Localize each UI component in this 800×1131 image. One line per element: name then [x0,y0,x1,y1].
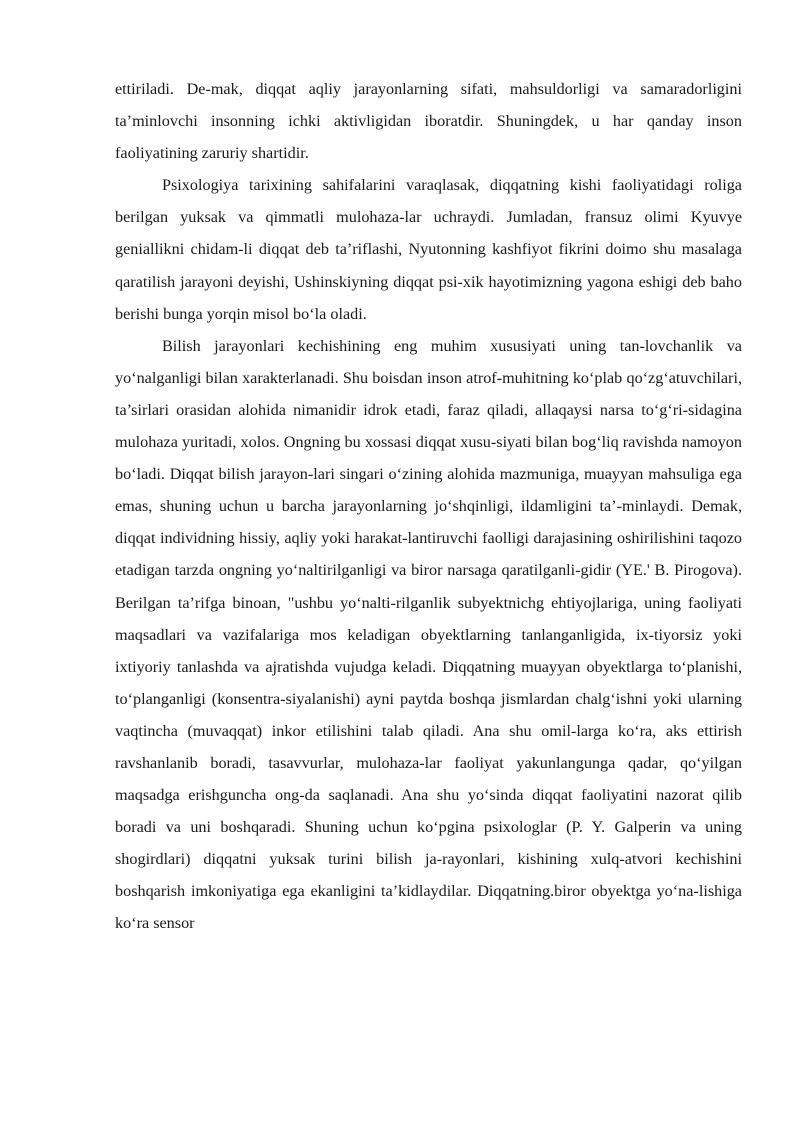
paragraph-cognition: Bilish jarayonlari kechishining eng muhim xususiyati uning tan-lovchanlik va yo‘nalganligi bilan xarakterlanadi. Shu boisdan inson atrof-muhitning ko‘plab qo‘zg‘atuvchilari, ta’sirlari orasidan alohida nimanidir idrok etadi, faraz qiladi, allaqaysi narsa to‘g‘ri-sidagina mulohaza yuritadi, xolos. Ongning bu xossasi diqqat xusu-siyati bilan bog‘liq ravishda namoyon bo‘ladi. Diqqat bilish jarayon-lari singari o‘zining alohida mazmuniga, muayyan mahsuliga ega emas, shuning uchun u barcha jarayonlarning jo‘shqinligi, ildamligini ta’-minlaydi. Demak, diqqat individning hissiy, aqliy yoki harakat-lantiruvchi faolligi darajasining oshirilishini taqozo etadigan tarzda ongning yo‘naltirilganligi va biror narsaga qaratilganli-gidir (YE.' B. Pirogova). Berilgan ta’rifga binoan, "ushbu yo‘nalti-rilganlik subyektnichg ehtiyojlariga, uning faoliyati maqsadlari va vazifalariga mos keladigan obyektlarning tanlanganligida, ix-tiyorsiz yoki ixtiyoriy tanlashda va ajratishda vujudga keladi. Diqqatning muayyan obyektlarga to‘planishi, to‘planganligi (konsentra-siyalanishi) ayni paytda boshqa jismlardan chalg‘ishni yoki ularning vaqtincha (muvaqqat) inkor etilishini talab qiladi. Ana shu omil-larga ko‘ra, aks ettirish ravshanlanib boradi, tasavvurlar, mulohaza-lar faoliyat yakunlangunga qadar, qo‘yilgan maqsadga erishguncha ong-da saqlanadi. Ana shu yo‘sinda diqqat faoliyatini nazorat qilib boradi va uni boshqaradi. Shuning uchun ko‘pgina psixologlar (P. Y. Galperin va uning shogirdlari) diqqatni yuksak turini bilish ja-rayonlari, kishining xulq-atvori kechishini boshqarish imkoniyatiga ega ekanligini ta’kidlaydilar. Diqqatning.biror obyektga yo‘na-lishiga ko‘ra sensor [115,336,742,933]
paragraph-history: Psixologiya tarixining sahifalarini varaqlasak, diqqatning kishi faoliyatidagi roliga berilgan yuksak va qimmatli mulohaza-lar uchraydi. Jumladan, fransuz olimi Kyuvye geniallikni chidam-li diqqat deb ta’riflashi, Nyutonning kashfiyot fikrini doimo shu masalaga qaratilish jarayoni deyishi, Ushinskiyning diqqat psi-xik hayotimizning yagona eshigi deb baho berishi bunga yorqin misol bo‘la oladi. [115,176,742,323]
body-text [115,73,742,940]
paragraph-continuation: ettiriladi. De-mak, diqqat aqliy jarayonlarning sifati, mahsuldorligi va samaradorligini ta’minlovchi insonning ichki aktivligidan iboratdir. Shuningdek, u har qanday inson faoliyatining zaruriy shartidir. [115,80,742,163]
